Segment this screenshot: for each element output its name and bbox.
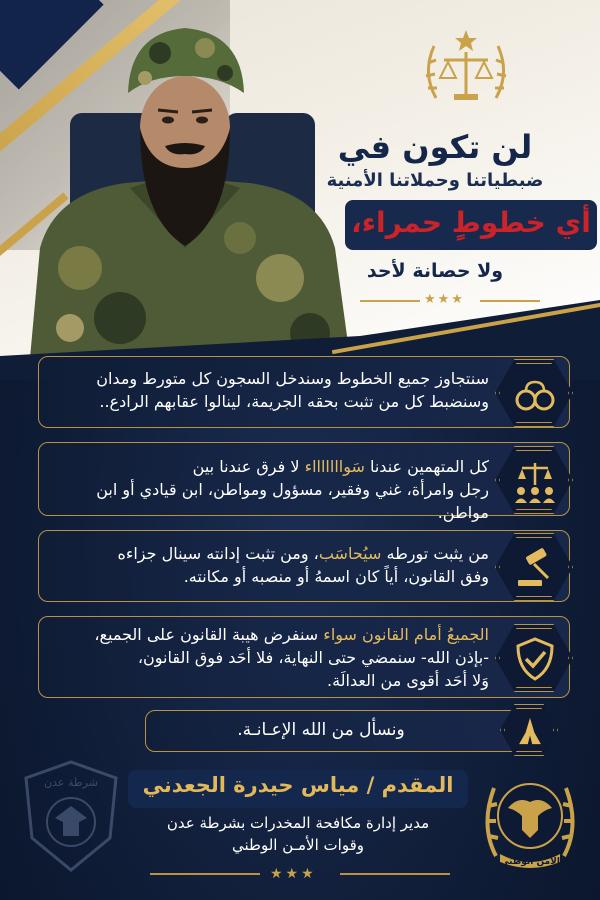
- card-line: كل المتهمين عندنا سَواااااااء لا فرق عندنا بين: [192, 457, 489, 476]
- stars-decoration: ★★★: [424, 292, 465, 307]
- statement-card-2: [38, 442, 570, 522]
- card-line: سنتجاوز جميع الخطوط وسندخل السجون كل متورط ومدان: [96, 369, 489, 388]
- shield-check-icon: [495, 624, 573, 692]
- headline-line3: أي خطوطٍ حمراء،: [351, 206, 591, 239]
- stars-decoration: ★★★: [270, 866, 317, 882]
- headline-line4: ولا حصانة لأحد: [366, 260, 504, 282]
- national-security-logo-text: الأمن الوطني: [500, 857, 560, 867]
- statement-card-1: [38, 356, 570, 428]
- scales-people-icon: [495, 446, 573, 514]
- statement-card-3: [38, 530, 570, 602]
- headline-line1: لن تكون في: [337, 128, 533, 166]
- card-text: [164, 719, 478, 742]
- headline-line2: ضبطياتنا وحملاتنا الأمنية: [326, 170, 544, 191]
- card-line: من يثبت تورطه سيُحاسَب، ومن تثبت إدانته سينال جزاءه: [117, 544, 489, 563]
- card-line: وسنضبط كل من تثبت بحقه الجريمة، لينالوا عقابهم الرادع..: [99, 392, 489, 411]
- divider: [360, 300, 420, 302]
- card-line: وفق القانون، أياً كان اسمهُ أو منصبه أو مكانته.: [183, 567, 489, 586]
- card-text: [57, 542, 489, 588]
- card-text: [57, 367, 489, 413]
- aden-police-logo-text: شرطة عدن: [44, 776, 98, 789]
- praying-hands-icon: [500, 704, 558, 756]
- signature-title-2: وقوات الأمـن الوطني: [231, 836, 364, 854]
- gavel-icon: [495, 533, 573, 601]
- divider: [340, 873, 450, 875]
- card-text: [57, 623, 489, 692]
- card-text: [57, 455, 489, 524]
- card-line: الجميعُ أمام القانون سواء سنفرض هيبة القانون على الجميع،: [94, 625, 489, 644]
- signature-name: المقدم / مياس حيدرة الجعدني: [142, 773, 454, 797]
- handcuffs-icon: [495, 359, 573, 427]
- national-security-logo: [478, 766, 582, 874]
- signature-title-1: مدير إدارة مكافحة المخدرات بشرطة عدن: [166, 814, 430, 832]
- divider: [150, 873, 260, 875]
- card-line: رجل وامرأة، غني وفقير، مسؤول ومواطن، ابن قيادي أو ابن مواطن.: [96, 480, 489, 522]
- card-line: وَلا أحَد أقوى من العدالَة.: [327, 671, 489, 690]
- statement-card-4: [38, 616, 570, 698]
- divider: [480, 300, 540, 302]
- aden-police-logo: [22, 760, 120, 872]
- card-line: ونسأل من الله الإعـانـة.: [237, 720, 405, 740]
- card-line: -بإذن الله- سنمضي حتى النهاية، فلا أحَد فوق القانون،: [137, 648, 489, 667]
- statement-card-5: [145, 710, 537, 752]
- scales-emblem-icon: [418, 28, 514, 114]
